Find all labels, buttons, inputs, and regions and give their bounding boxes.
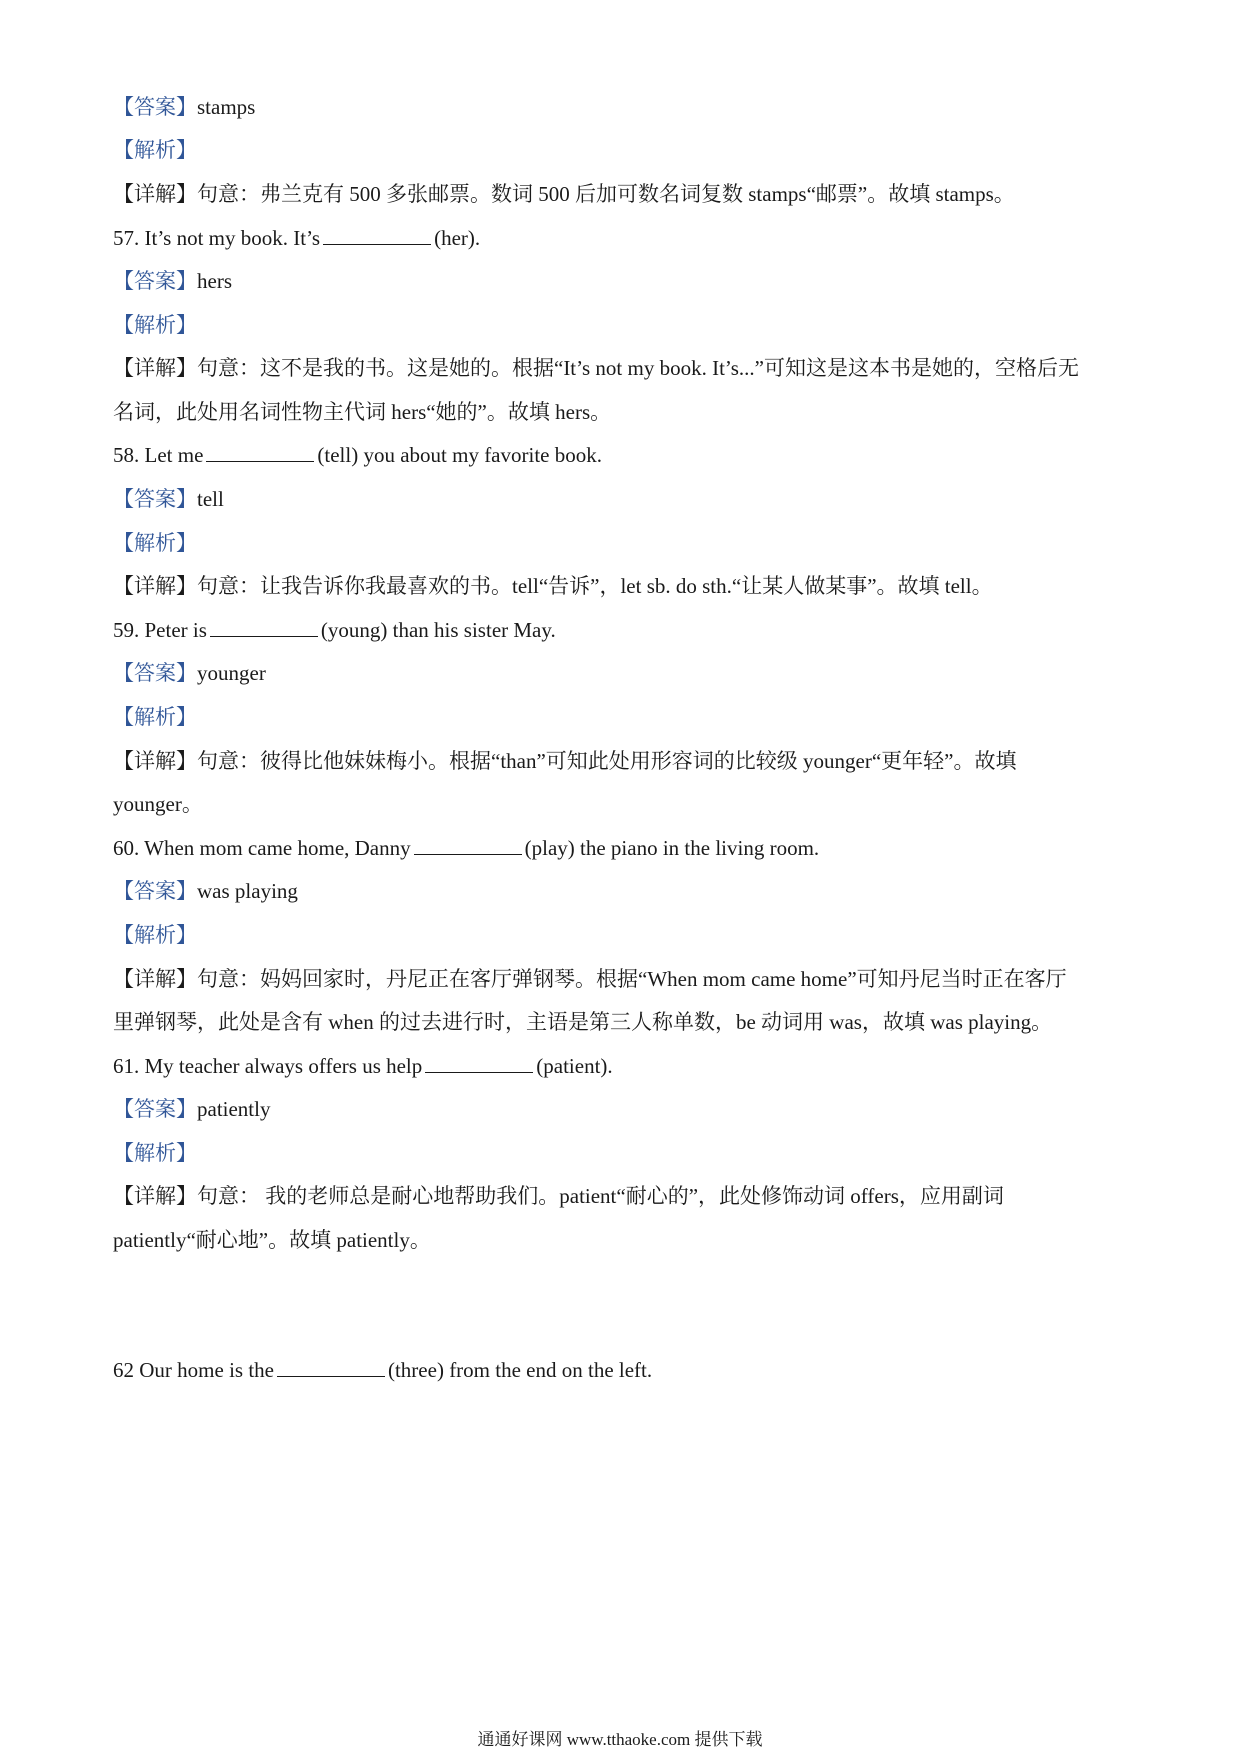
detail-text: 里弹钢琴，此处是含有 when 的过去进行时，主语是第三人称单数，be 动词用 was，故填 was playing。 [113,1010,1053,1034]
answer-line-57 [113,266,1133,296]
detail-line-61 [113,1181,1133,1211]
answer-label: 【答案】 [113,1097,197,1121]
analysis-line-59 [113,702,1133,732]
detail-line-57 [113,353,1133,383]
detail-line-59 [113,746,1133,776]
detail-text: 句意：弗兰克有 500 多张邮票。数词 500 后加可数名词复数 stamps“邮票”。故填 stamps。 [197,182,1015,206]
detail-label: 【详解】 [113,1184,197,1208]
detail-text: 名词，此处用名词性物主代词 hers“她的”。故填 hers。 [113,400,612,424]
detail-line-60 [113,964,1133,994]
analysis-label: 【解析】 [113,1141,197,1165]
analysis-line-58 [113,528,1133,558]
question-text-pre: 61. My teacher always offers us help [113,1054,423,1078]
answer-line-61 [113,1094,1133,1124]
answer-text: hers [197,269,232,293]
answer-text: tell [197,487,224,511]
detail-text: younger。 [113,792,203,816]
analysis-line-60 [113,920,1133,950]
answer-blank [206,443,314,462]
answer-text: younger [197,661,266,685]
question-text-post: (young) than his sister May. [320,618,556,642]
detail-line-57-cont [113,397,1133,427]
question-text-post: (tell) you about my favorite book. [317,443,602,467]
analysis-label: 【解析】 [113,313,197,337]
question-58 [113,440,1133,470]
answer-blank [414,836,522,855]
detail-line-60-cont [113,1007,1133,1037]
detail-text: 句意：妈妈回家时，丹尼正在客厅弹钢琴。根据“When mom came home”可知丹尼当时正在客厅 [197,967,1067,991]
question-text-pre: 57. It’s not my book. It’s [113,226,321,250]
answer-label: 【答案】 [113,487,197,511]
detail-label: 【详解】 [113,574,197,598]
answer-blank [425,1054,533,1073]
detail-label: 【详解】 [113,356,197,380]
answer-label: 【答案】 [113,269,197,293]
detail-line-59-cont [113,789,1133,819]
question-text-post: (patient). [536,1054,613,1078]
detail-text: 句意：彼得比他妹妹梅小。根据“than”可知此处用形容词的比较级 younger“更年轻”。故填 [197,749,1017,773]
question-60 [113,833,1133,863]
analysis-label: 【解析】 [113,705,197,729]
question-62 [113,1355,1133,1385]
answer-label: 【答案】 [113,95,197,119]
answer-blank [277,1358,385,1377]
question-59 [113,615,1133,645]
answer-blank [323,226,431,245]
analysis-line-56 [113,135,1133,165]
detail-line-56 [113,179,1133,209]
question-text-pre: 58. Let me [113,443,204,467]
question-61 [113,1051,1133,1081]
detail-text: 句意：让我告诉你我最喜欢的书。tell“告诉”，let sb. do sth.“让某人做某事”。故填 tell。 [197,574,993,598]
detail-text: 句意： 我的老师总是耐心地帮助我们。patient“耐心的”，此处修饰动词 offers，应用副词 [197,1184,1004,1208]
answer-label: 【答案】 [113,879,197,903]
analysis-label: 【解析】 [113,923,197,947]
detail-text: patiently“耐心地”。故填 patiently。 [113,1228,431,1252]
analysis-label: 【解析】 [113,138,197,162]
detail-label: 【详解】 [113,967,197,991]
answer-label: 【答案】 [113,661,197,685]
answer-blank [210,618,318,637]
detail-label: 【详解】 [113,749,197,773]
detail-line-58 [113,571,1133,601]
answer-line-59 [113,658,1133,688]
answer-line-60 [113,876,1133,906]
question-text-post: (three) from the end on the left. [387,1358,653,1382]
question-text-pre: 60. When mom came home, Danny [113,836,411,860]
question-57 [113,223,1133,253]
question-text-post: (her). [434,226,481,250]
question-text-pre: 59. Peter is [113,618,207,642]
answer-text: patiently [197,1097,271,1121]
answer-text: stamps [197,95,256,119]
analysis-label: 【解析】 [113,531,197,555]
answer-line-58 [113,484,1133,514]
answer-line-56 [113,92,1133,122]
detail-line-61-cont [113,1225,1133,1255]
page-footer: 通通好课网 www.tthaoke.com 提供下载 [477,1730,763,1749]
detail-text: 句意：这不是我的书。这是她的。根据“It’s not my book. It’s...”可知这是这本书是她的，空格后无 [197,356,1079,380]
analysis-line-61 [113,1138,1133,1168]
question-text-post: (play) the piano in the living room. [524,836,820,860]
question-text-pre: 62 Our home is the [113,1358,274,1382]
analysis-line-57 [113,310,1133,340]
answer-text: was playing [197,879,298,903]
detail-label: 【详解】 [113,182,197,206]
